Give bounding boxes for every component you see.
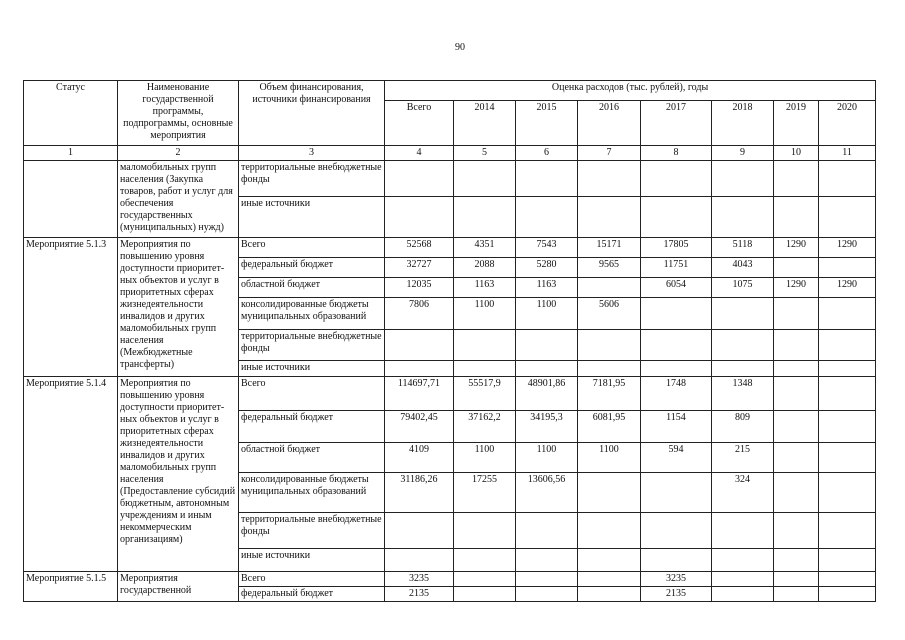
value-cell: 594	[641, 443, 712, 473]
value-cell	[774, 572, 819, 587]
activity-name: маломобильных групп населения (Закупка товаров, работ и услуг для обеспечения государственных (муниципальных) нужд)	[118, 161, 239, 238]
value-cell: 3235	[385, 572, 454, 587]
value-cell: 1290	[774, 278, 819, 298]
value-cell	[774, 473, 819, 513]
value-cell: 1100	[516, 298, 578, 330]
value-cell: 6054	[641, 278, 712, 298]
value-cell: 13606,56	[516, 473, 578, 513]
table-row	[24, 161, 876, 197]
column-number: 3	[239, 146, 385, 161]
value-cell	[578, 473, 641, 513]
header-status: Статус	[24, 81, 118, 146]
header-year: 2020	[819, 101, 876, 146]
value-cell: 79402,45	[385, 411, 454, 443]
activity-status: Мероприятие 5.1.5	[24, 572, 118, 602]
value-cell	[819, 258, 876, 278]
page-number: 90	[455, 42, 465, 53]
value-cell	[819, 572, 876, 587]
header-estimate: Оценка расходов (тыс. рублей), годы	[385, 81, 876, 101]
financing-source: иные источники	[239, 549, 385, 572]
financing-source: территориальные внебюджетные фонды	[239, 330, 385, 361]
value-cell: 17805	[641, 238, 712, 258]
financing-source: консолидированные бюджеты муниципальных образований	[239, 473, 385, 513]
column-number: 2	[118, 146, 239, 161]
value-cell: 31186,26	[385, 473, 454, 513]
value-cell	[712, 587, 774, 602]
header-year: 2019	[774, 101, 819, 146]
value-cell: 2088	[454, 258, 516, 278]
value-cell: 1290	[774, 238, 819, 258]
header-program-name: Наименование государственной программы, подпрограммы, основные мероприятия	[118, 81, 239, 146]
value-cell	[578, 278, 641, 298]
value-cell: 1748	[641, 377, 712, 411]
financing-table	[23, 80, 876, 602]
value-cell: 17255	[454, 473, 516, 513]
financing-source: федеральный бюджет	[239, 258, 385, 278]
value-cell: 52568	[385, 238, 454, 258]
financing-source: Всего	[239, 377, 385, 411]
value-cell	[516, 572, 578, 587]
value-cell: 2135	[385, 587, 454, 602]
activity-status: Мероприятие 5.1.4	[24, 377, 118, 572]
header-financing: Объем финансирования, источники финансирования	[239, 81, 385, 146]
value-cell	[819, 473, 876, 513]
value-cell: 1100	[454, 298, 516, 330]
value-cell: 1075	[712, 278, 774, 298]
value-cell	[578, 587, 641, 602]
value-cell	[712, 572, 774, 587]
header-year: 2014	[454, 101, 516, 146]
value-cell	[774, 411, 819, 443]
column-number: 10	[774, 146, 819, 161]
table-row	[24, 238, 876, 258]
value-cell: 2135	[641, 587, 712, 602]
financing-source: федеральный бюджет	[239, 411, 385, 443]
value-cell: 1100	[516, 443, 578, 473]
value-cell	[819, 587, 876, 602]
value-cell	[454, 572, 516, 587]
value-cell: 4043	[712, 258, 774, 278]
value-cell: 15171	[578, 238, 641, 258]
value-cell	[819, 298, 876, 330]
value-cell	[578, 572, 641, 587]
activity-name: Мероприятия по повышению уровня доступности приоритет-ных объектов и услуг в приоритетных сферах жизнедеятельности инвалидов и других маломобильных групп населения (Предоставление субсидий бюджетным, автономным учреждениям и иным некоммерческим организациям)	[118, 377, 239, 572]
value-cell	[774, 377, 819, 411]
financing-source: иные источники	[239, 361, 385, 377]
value-cell: 114697,71	[385, 377, 454, 411]
value-cell	[819, 411, 876, 443]
value-cell: 34195,3	[516, 411, 578, 443]
financing-source: территориальные внебюджетные фонды	[239, 161, 385, 197]
value-cell: 55517,9	[454, 377, 516, 411]
financing-source: территориальные внебюджетные фонды	[239, 513, 385, 549]
activity-name: Мероприятия государственной	[118, 572, 239, 602]
financing-source: областной бюджет	[239, 443, 385, 473]
column-number: 9	[712, 146, 774, 161]
value-cell: 3235	[641, 572, 712, 587]
value-cell: 11751	[641, 258, 712, 278]
value-cell	[774, 298, 819, 330]
table-row	[24, 377, 876, 411]
value-cell: 1290	[819, 238, 876, 258]
column-number: 8	[641, 146, 712, 161]
value-cell: 4109	[385, 443, 454, 473]
table-row	[24, 572, 876, 587]
value-cell: 48901,86	[516, 377, 578, 411]
header-year: 2016	[578, 101, 641, 146]
value-cell: 37162,2	[454, 411, 516, 443]
value-cell	[819, 377, 876, 411]
value-cell	[774, 587, 819, 602]
value-cell	[712, 298, 774, 330]
header-year: 2017	[641, 101, 712, 146]
column-number: 1	[24, 146, 118, 161]
value-cell	[774, 443, 819, 473]
value-cell: 215	[712, 443, 774, 473]
column-number: 5	[454, 146, 516, 161]
value-cell	[454, 587, 516, 602]
value-cell: 809	[712, 411, 774, 443]
value-cell: 1163	[516, 278, 578, 298]
financing-source: федеральный бюджет	[239, 587, 385, 602]
value-cell: 1100	[454, 443, 516, 473]
value-cell	[819, 443, 876, 473]
value-cell: 9565	[578, 258, 641, 278]
column-number: 7	[578, 146, 641, 161]
value-cell: 7806	[385, 298, 454, 330]
value-cell: 1348	[712, 377, 774, 411]
financing-source: консолидированные бюджеты муниципальных образований	[239, 298, 385, 330]
value-cell: 1154	[641, 411, 712, 443]
value-cell	[641, 473, 712, 513]
column-number: 4	[385, 146, 454, 161]
value-cell: 324	[712, 473, 774, 513]
header-year: 2018	[712, 101, 774, 146]
header-year: 2015	[516, 101, 578, 146]
activity-name: Мероприятия по повышению уровня доступности приоритет-ных объектов и услуг в приоритетных сферах жизнедеятельности инвалидов и других маломобильных групп населения (Межбюджетные трансферты)	[118, 238, 239, 377]
value-cell: 1100	[578, 443, 641, 473]
value-cell	[774, 258, 819, 278]
value-cell: 4351	[454, 238, 516, 258]
status-cell	[24, 161, 118, 238]
value-cell: 5606	[578, 298, 641, 330]
value-cell: 12035	[385, 278, 454, 298]
activity-status: Мероприятие 5.1.3	[24, 238, 118, 377]
financing-source: Всего	[239, 572, 385, 587]
header-total: Всего	[385, 101, 454, 146]
value-cell: 1290	[819, 278, 876, 298]
value-cell: 32727	[385, 258, 454, 278]
column-number: 6	[516, 146, 578, 161]
value-cell: 5280	[516, 258, 578, 278]
column-number: 11	[819, 146, 876, 161]
value-cell: 7543	[516, 238, 578, 258]
value-cell	[516, 587, 578, 602]
value-cell: 5118	[712, 238, 774, 258]
financing-source: областной бюджет	[239, 278, 385, 298]
value-cell: 6081,95	[578, 411, 641, 443]
value-cell: 1163	[454, 278, 516, 298]
financing-source: иные источники	[239, 197, 385, 238]
financing-source: Всего	[239, 238, 385, 258]
value-cell: 7181,95	[578, 377, 641, 411]
value-cell	[641, 298, 712, 330]
